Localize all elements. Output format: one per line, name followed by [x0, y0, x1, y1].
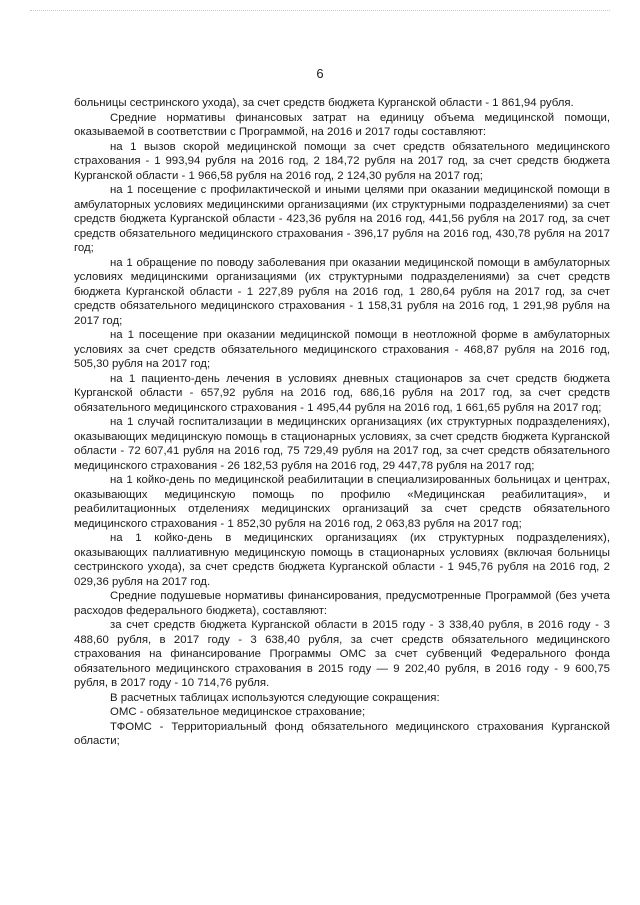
paragraph: на 1 посещение при оказании медицинской помощи в неотложной форме в амбулаторных условиях за счет средств обязательного медицинского страхования - 468,87 рубля на 2016 год, 505,30 рубля на 2017 год; — [74, 329, 610, 370]
paragraph: на 1 посещение с профилактической и иными целями при оказании медицинской помощи в амбулаторных условиях медицинскими организациями (их структурными подразделениями) за счет средств бюджета Курганской области - 423,36 рубля на 2016 год, 441,56 рубля на 2017 год, за счет средств обязательного медицинского страхования - 396,17 рубля на 2016 год, 430,78 рубля на 2017 год; — [74, 184, 610, 254]
paragraph: Средние нормативы финансовых затрат на единицу объема медицинской помощи, оказываемой в соответствии с Программой, на 2016 и 2017 годы составляют: — [74, 111, 610, 138]
paragraph: за счет средств бюджета Курганской области в 2015 году - 3 338,40 рубля, в 2016 году - 3 488,60 рубля, в 2017 году - 3 638,40 рубля, за счет средств обязательного медицинского страхования на финансирование Программы ОМС за счет субвенций Федерального фонда обязательного медицинского страхования в 2015 году — 9 202,40 рубля, в 2016 году - 9 600,75 рубля, в 2017 году - 10 714,76 рубля. — [74, 619, 610, 689]
document-body — [74, 96, 610, 749]
paragraph: на 1 вызов скорой медицинской помощи за счет средств обязательного медицинского страхования - 1 993,94 рубля на 2016 год, 2 184,72 рубля на 2017 год, за счет средств бюджета Курганской области - 1 966,58 рубля на 2016 год, 2 124,30 рубля на 2017 год; — [74, 140, 610, 182]
paragraph: ТФОМС - Территориальный фонд обязательного медицинского страхования Курганской области; — [74, 720, 610, 747]
paragraph: на 1 пациенто-день лечения в условиях дневных стационаров за счет средств бюджета Курганской области - 657,92 рубля на 2016 год, 686,16 рубля на 2017 год, за счет средств обязательного медицинского страхования - 1 495,44 рубля на 2016 год, 1 661,65 рубля на 2017 год; — [74, 372, 610, 414]
paragraph: на 1 койко-день по медицинской реабилитации в специализированных больницах и центрах, оказывающих медицинскую помощь по профилю «Медицинская реабилитация», и реабилитационных отделениях медицинских организаций за счет средств обязательного медицинского страхования - 1 852,30 рубля на 2016 год, 2 063,83 рубля на 2017 год; — [74, 474, 610, 530]
paragraph: больницы сестринского ухода), за счет средств бюджета Курганской области - 1 861,94 рубля. — [74, 97, 574, 109]
paragraph: на 1 случай госпитализации в медицинских организациях (их структурных подразделениях), оказывающих медицинскую помощь в стационарных условиях, за счет средств бюджета Курганской области - 72 607,41 рубля на 2016 год, 75 729,49 рубля на 2017 год, за счет средств обязательного медицинского страхования - 26 182,53 рубля на 2016 год, 29 447,78 рубля на 2017 год; — [74, 416, 610, 472]
paragraph: Средние подушевые нормативы финансирования, предусмотренные Программой (без учета расходов федерального бюджета), составляют: — [74, 590, 610, 617]
page-number: 6 — [316, 66, 324, 81]
paragraph: ОМС - обязательное медицинское страхование; — [110, 706, 366, 718]
paragraph: на 1 койко-день в медицинских организациях (их структурных подразделениях), оказывающих паллиативную медицинскую помощь в стационарных условиях (включая больницы сестринского ухода), за счет средств бюджета Курганской области - 1 945,76 рубля на 2016 год, 2 029,36 рубля на 2017 год. — [74, 532, 610, 588]
paragraph: В расчетных таблицах используются следующие сокращения: — [110, 691, 440, 704]
scan-top-edge — [30, 10, 610, 11]
paragraph: на 1 обращение по поводу заболевания при оказании медицинской помощи в амбулаторных условиях медицинскими организациями (их структурными подразделениями) за счет средств бюджета Курганской области - 1 227,89 рубля на 2016 год, 1 280,64 рубля на 2017 год, за счет средств обязательного медицинского страхования - 1 158,31 рубля на 2016 год, 1 291,98 рубля на 2017 год; — [74, 256, 610, 327]
